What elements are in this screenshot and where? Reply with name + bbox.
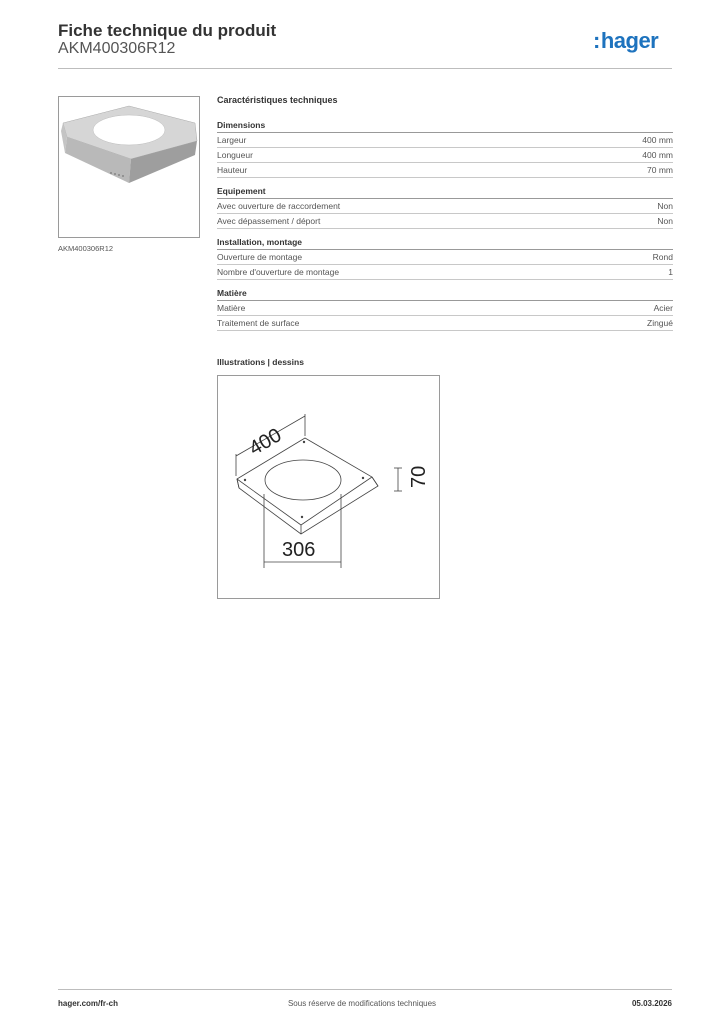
spec-label: Ouverture de montage bbox=[217, 252, 303, 262]
page-title: Fiche technique du produit bbox=[58, 21, 277, 40]
product-photo-icon bbox=[59, 97, 199, 237]
spec-row bbox=[217, 250, 673, 265]
dim-width-label: 400 bbox=[245, 424, 286, 460]
spec-group-installation bbox=[217, 237, 673, 280]
specs-heading: Caractéristiques techniques bbox=[217, 95, 338, 105]
dim-height-label: 70 bbox=[408, 465, 430, 488]
group-title: Matière bbox=[217, 288, 673, 301]
spec-row bbox=[217, 133, 673, 148]
spec-group-material bbox=[217, 288, 673, 331]
spec-label: Longueur bbox=[217, 150, 253, 160]
technical-specs bbox=[217, 95, 673, 331]
dimension-drawing bbox=[218, 376, 439, 598]
product-code: AKM400306R12 bbox=[58, 40, 176, 57]
spec-label: Hauteur bbox=[217, 165, 248, 175]
spec-value: 1 bbox=[668, 267, 673, 277]
spec-row bbox=[217, 163, 673, 178]
group-title: Installation, montage bbox=[217, 237, 673, 250]
illustrations-heading: Illustrations | dessins bbox=[217, 357, 304, 367]
spec-row bbox=[217, 214, 673, 229]
spec-label: Nombre d'ouverture de montage bbox=[217, 267, 340, 277]
product-image-caption: AKM400306R12 bbox=[58, 244, 114, 253]
spec-row bbox=[217, 316, 673, 331]
spec-label: Avec ouverture de raccordement bbox=[217, 201, 341, 211]
spec-row bbox=[217, 301, 673, 316]
spec-label: Avec dépassement / déport bbox=[217, 216, 321, 226]
group-title: Equipement bbox=[217, 186, 673, 199]
spec-value: 400 mm bbox=[642, 150, 673, 160]
spec-label: Largeur bbox=[217, 135, 247, 145]
spec-value: Rond bbox=[652, 252, 673, 262]
spec-value: Zingué bbox=[647, 318, 673, 328]
spec-row bbox=[217, 265, 673, 280]
spec-value: 70 mm bbox=[647, 165, 673, 175]
spec-group-equipment bbox=[217, 186, 673, 229]
dim-hole-label: 306 bbox=[282, 539, 316, 561]
footer-notice: Sous réserve de modifications techniques bbox=[287, 999, 437, 1008]
logo-text: hager bbox=[600, 28, 659, 53]
spec-row bbox=[217, 148, 673, 163]
header-divider bbox=[58, 68, 672, 69]
footer-website-link[interactable]: hager.com/fr-ch bbox=[58, 999, 119, 1008]
spec-value: Non bbox=[657, 201, 673, 211]
spec-label: Traitement de surface bbox=[217, 318, 300, 328]
technical-drawing bbox=[217, 375, 440, 599]
spec-value: Acier bbox=[653, 303, 673, 313]
spec-value: Non bbox=[657, 216, 673, 226]
hager-logo: :hager bbox=[593, 28, 659, 53]
spec-value: 400 mm bbox=[642, 135, 673, 145]
footer-date: 05.03.2026 bbox=[631, 999, 672, 1008]
spec-label: Matière bbox=[217, 303, 246, 313]
spec-row bbox=[217, 199, 673, 214]
footer-divider bbox=[58, 989, 672, 990]
group-title: Dimensions bbox=[217, 120, 673, 133]
product-image bbox=[58, 96, 200, 238]
spec-group-dimensions bbox=[217, 120, 673, 178]
